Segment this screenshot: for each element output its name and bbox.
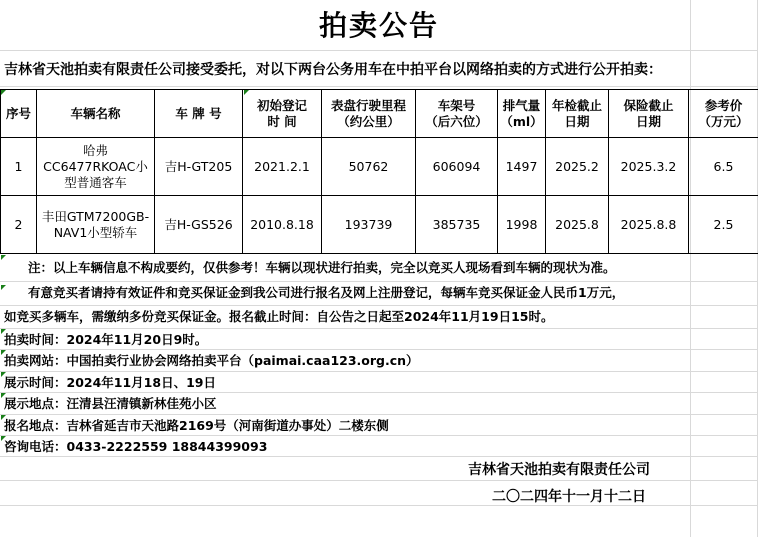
cell-mileage: 50762: [322, 138, 416, 196]
cell-name: 哈弗 CC6477RKOAC小 型普通客车: [37, 138, 155, 196]
header-price: 参考价 （万元）: [689, 90, 758, 138]
header-plate: 车 牌 号: [155, 90, 243, 138]
cell-plate: 吉H-GT205: [155, 138, 243, 196]
cell-plate: 吉H-GS526: [155, 196, 243, 254]
cell-displacement: 1497: [498, 138, 546, 196]
row-divider: [0, 414, 758, 415]
cell-insurance: 2025.3.2: [609, 138, 689, 196]
signature-company: 吉林省天池拍卖有限责任公司: [468, 462, 650, 478]
signup-place: 报名地点：吉林省延吉市天池路2169号（河南街道办事处）二楼东侧: [4, 418, 389, 433]
header-mileage: 表盘行驶里程 （约公里）: [322, 90, 416, 138]
cell-marker-icon: [1, 285, 6, 290]
cell-displacement: 1998: [498, 196, 546, 254]
cell-vin: 385735: [416, 196, 498, 254]
cell-inspection: 2025.2: [546, 138, 609, 196]
display-place: 展示地点：汪清县汪清镇新林佳苑小区: [4, 396, 217, 411]
row-divider: [0, 281, 758, 282]
row-divider: [0, 371, 758, 372]
cell-vin: 606094: [416, 138, 498, 196]
row-divider: [0, 349, 758, 350]
cell-price: 6.5: [689, 138, 758, 196]
cell-price: 2.5: [689, 196, 758, 254]
auction-time: 拍卖时间：2024年11月20日9时。: [4, 332, 208, 347]
row-divider: [0, 392, 758, 393]
header-no: 序号: [1, 90, 37, 138]
intro-text: 吉林省天池拍卖有限责任公司接受委托，对以下两台公务用车在中拍平台以网络拍卖的方式进行公开拍卖：: [4, 62, 662, 78]
row-divider: [0, 505, 758, 506]
display-time: 展示时间：2024年11月18日、19日: [4, 375, 216, 390]
note-deposit: 如竞买多辆车，需缴纳多份竞买保证金。报名截止时间：自公告之日起至2024年11月19日15时。: [4, 309, 554, 324]
signature-date: 二〇二四年十一月十二日: [492, 489, 646, 505]
row-divider: [0, 435, 758, 436]
cell-reg-date: 2021.2.1: [243, 138, 322, 196]
row-divider: [0, 480, 758, 481]
row-divider: [0, 456, 758, 457]
table-row: [1, 138, 758, 196]
cell-name: 丰田GTM7200GB- NAV1小型轿车: [37, 196, 155, 254]
cell-marker-icon: [1, 90, 6, 95]
header-insurance: 保险截止 日期: [609, 90, 689, 138]
header-inspection: 年检截止 日期: [546, 90, 609, 138]
cell-mileage: 193739: [322, 196, 416, 254]
contact-phone: 咨询电话：0433-2222559 18844399093: [4, 439, 268, 454]
row-divider: [0, 50, 758, 51]
cell-reg-date: 2010.8.18: [243, 196, 322, 254]
page-title: 拍卖公告: [318, 9, 439, 42]
cell-insurance: 2025.8.8: [609, 196, 689, 254]
table-row: [1, 196, 758, 254]
header-vin: 车架号 （后六位）: [416, 90, 498, 138]
header-name: 车辆名称: [37, 90, 155, 138]
cell-no: 2: [1, 196, 37, 254]
header-reg-date: 初始登记 时 间: [243, 90, 322, 138]
row-divider: [0, 86, 758, 87]
cell-marker-icon: [1, 255, 6, 260]
row-divider: [0, 328, 758, 329]
note-registration: 有意竞买者请持有效证件和竞买保证金到我公司进行报名及网上注册登记，每辆车竞买保证金人民币1万元，: [28, 285, 625, 300]
table-header-row: [1, 90, 758, 138]
row-divider: [0, 305, 758, 306]
header-displacement: 排气量 （ml）: [498, 90, 546, 138]
auction-website: 拍卖网站：中国拍卖行业协会网络拍卖平台（paimai.caa123.org.cn）: [4, 353, 419, 368]
cell-no: 1: [1, 138, 37, 196]
cell-marker-icon: [244, 90, 249, 95]
cell-inspection: 2025.8: [546, 196, 609, 254]
note-disclaimer: 注：以上车辆信息不构成要约，仅供参考！车辆以现状进行拍卖，完全以竞买人现场看到车辆的现状为准。: [28, 260, 616, 275]
vehicle-table: [0, 89, 758, 254]
